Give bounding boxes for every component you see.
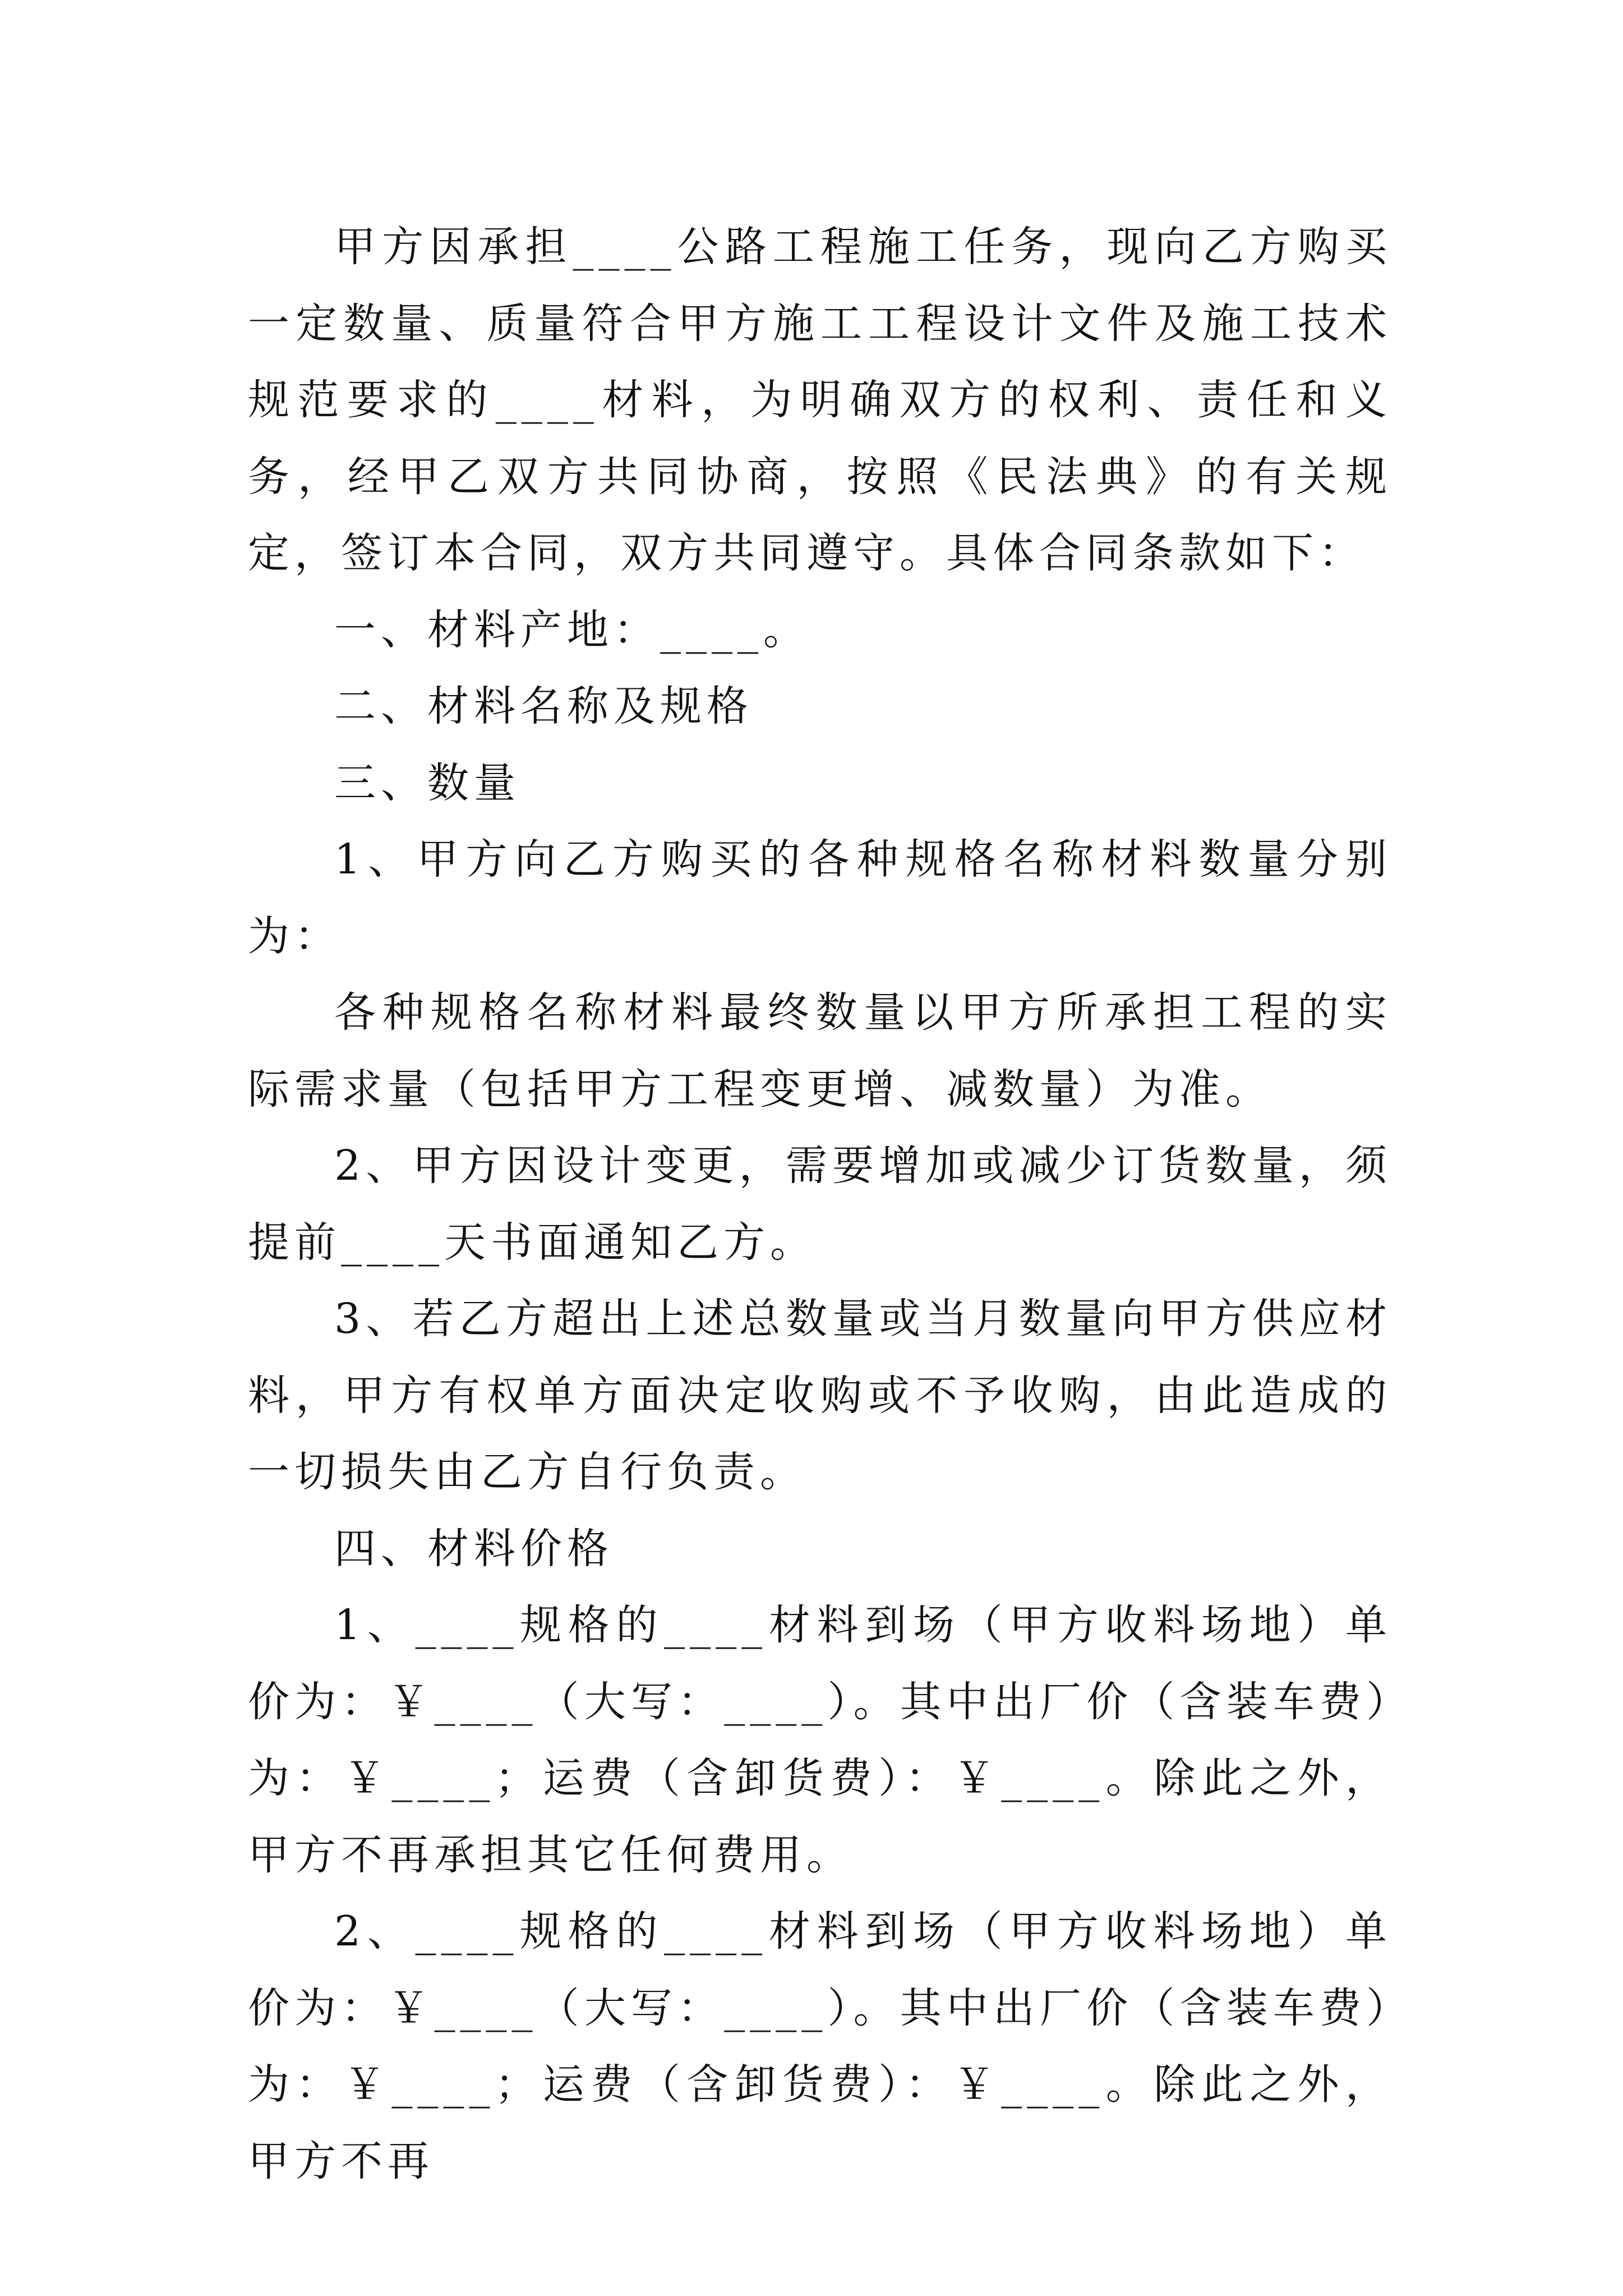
paragraph-price-item-2: 2、____规格的____材料到场（甲方收料场地）单价为：￥____（大写：____）。其中出厂价（含装车费）为：￥____；运费（含卸货费）：￥____。除此之外，甲方不再 [248, 1907, 1392, 2185]
paragraph-price-item-1: 1、____规格的____材料到场（甲方收料场地）单价为：￥____（大写：____）。其中出厂价（含装车费）为：￥____；运费（含卸货费）：￥____。除此之外，甲方不再承担其它任何费用。 [248, 1601, 1392, 1879]
paragraph-preamble: 甲方因承担____公路工程施工任务，现向乙方购买一定数量、质量符合甲方施工工程设计文件及施工技术规范要求的____材料，为明确双方的权利、责任和义务，经甲乙双方共同协商，按照《民法典》的有关规定，签订本合同，双方共同遵守。具体合同条款如下： [248, 223, 1392, 577]
paragraph-quantity-heading: 三、数量 [334, 758, 520, 807]
paragraph-material-name-spec: 二、材料名称及规格 [334, 682, 753, 730]
paragraph-quantity-final: 各种规格名称材料最终数量以甲方所承担工程的实际需求量（包括甲方工程变更增、减数量）为准。 [248, 988, 1392, 1114]
contract-body [248, 209, 1392, 2200]
paragraph-material-origin: 一、材料产地：____。 [334, 605, 810, 654]
paragraph-quantity-item-1: 1、甲方向乙方购买的各种规格名称材料数量分别为： [248, 835, 1392, 960]
paragraph-price-heading: 四、材料价格 [334, 1524, 614, 1573]
paragraph-quantity-item-3: 3、若乙方超出上述总数量或当月数量向甲方供应材料，甲方有权单方面决定收购或不予收购，由此造成的一切损失由乙方自行负责。 [248, 1295, 1392, 1496]
paragraph-quantity-item-2: 2、甲方因设计变更，需要增加或减少订货数量，须提前____天书面通知乙方。 [248, 1142, 1392, 1267]
